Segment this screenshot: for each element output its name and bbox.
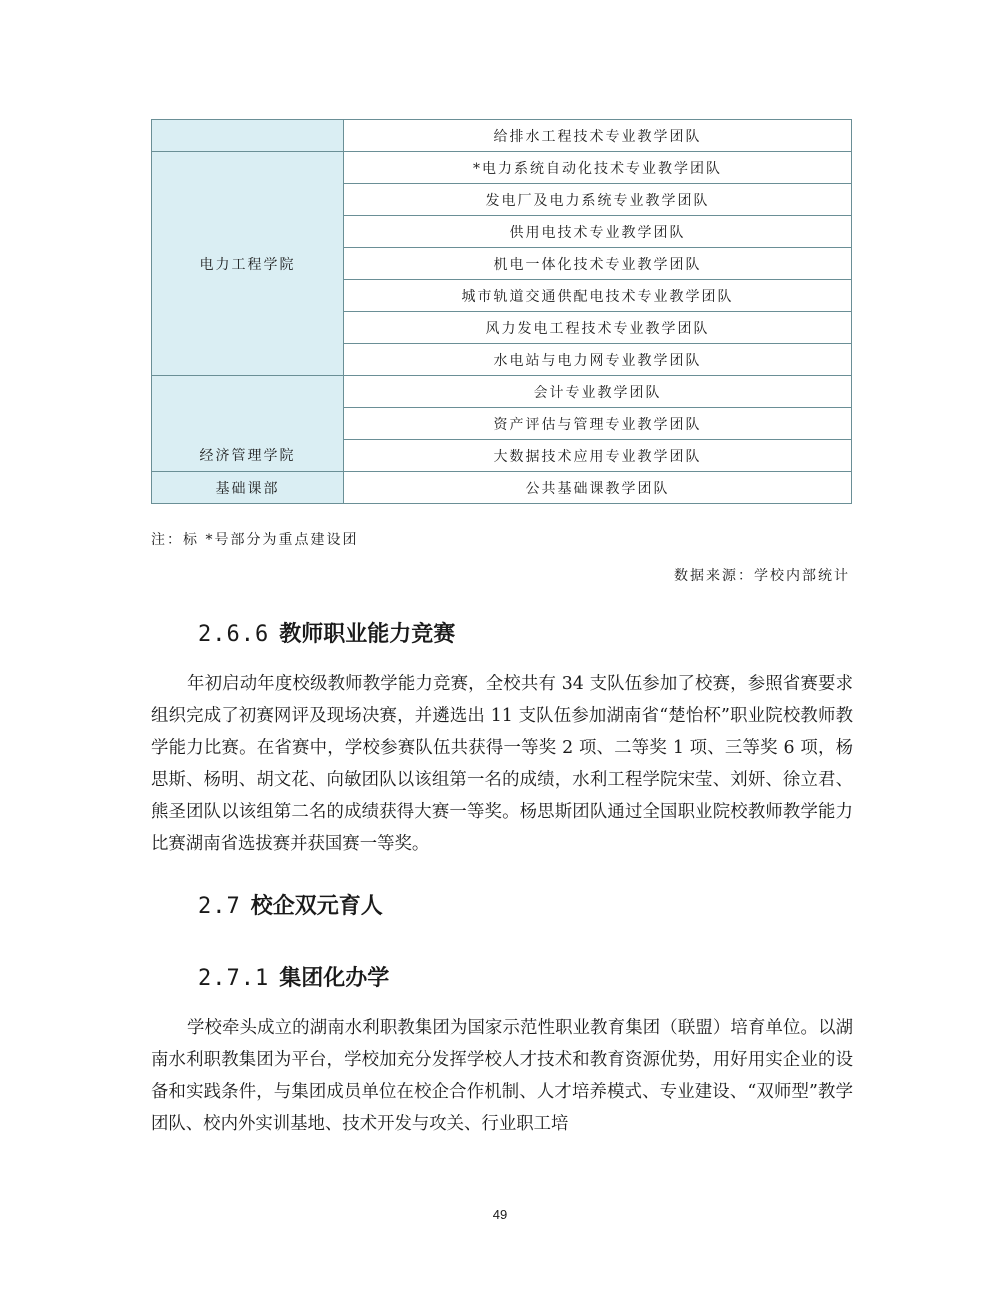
section-heading-2-7: [198, 889, 383, 920]
college-cell: 电力工程学院: [152, 152, 344, 376]
table-row: [152, 472, 852, 504]
section-number: 2.6.6: [198, 622, 270, 647]
team-cell: 机电一体化技术专业教学团队: [344, 248, 852, 280]
team-cell: 城市轨道交通供配电技术专业教学团队: [344, 280, 852, 312]
teaching-team-table: [151, 119, 852, 504]
team-cell: 水电站与电力网专业教学团队: [344, 344, 852, 376]
team-cell: 发电厂及电力系统专业教学团队: [344, 184, 852, 216]
section-number: 2.7.1: [198, 966, 270, 991]
section-title: 校企双元育人: [250, 894, 383, 919]
table-row: [152, 376, 852, 408]
team-cell: 会计专业教学团队: [344, 376, 852, 408]
team-cell: 公共基础课教学团队: [344, 472, 852, 504]
section-heading-2-7-1: [198, 961, 389, 992]
section-number: 2.7: [198, 894, 241, 919]
data-source: 数据来源：学校内部统计: [674, 568, 850, 584]
table-row: [152, 152, 852, 184]
team-cell: 供用电技术专业教学团队: [344, 216, 852, 248]
table-row: [152, 120, 852, 152]
college-cell-empty: [152, 120, 344, 152]
college-cell: 经济管理学院: [152, 376, 344, 472]
team-cell: 大数据技术应用专业教学团队: [344, 440, 852, 472]
section-heading-2-6-6: [198, 617, 455, 648]
team-cell: 资产评估与管理专业教学团队: [344, 408, 852, 440]
paragraph-2-6-6: 年初启动年度校级教师教学能力竞赛，全校共有 34 支队伍参加了校赛，参照省赛要求组织完成了初赛网评及现场决赛，并遴选出 11 支队伍参加湖南省“楚怡杯”职业院校教师教学能力比赛。在省赛中，学校参赛队伍共获得一等奖 2 项、二等奖 1 项、三等奖 6 项，杨思斯、杨明、胡文花、向敏团队以该组第一名的成绩，水利工程学院宋莹、刘妍、徐立君、熊圣团队以该组第二名的成绩获得大赛一等奖。杨思斯团队通过全国职业院校教师教学能力比赛湖南省选拔赛并获国赛一等奖。: [151, 674, 853, 854]
team-cell: 风力发电工程技术专业教学团队: [344, 312, 852, 344]
paragraph-2-7-1: 学校牵头成立的湖南水利职教集团为国家示范性职业教育集团（联盟）培育单位。以湖南水利职教集团为平台，学校加充分发挥学校人才技术和教育资源优势，用好用实企业的设备和实践条件，与集团成员单位在校企合作机制、人才培养模式、专业建设、“双师型”教学团队、校内外实训基地、技术开发与攻关、行业职工培: [151, 1018, 853, 1134]
page-number: 49: [492, 1207, 508, 1222]
table-note: 注：标 *号部分为重点建设团: [151, 532, 359, 548]
team-cell: *电力系统自动化技术专业教学团队: [344, 152, 852, 184]
college-cell: 基础课部: [152, 472, 344, 504]
section-title: 教师职业能力竞赛: [279, 622, 456, 647]
team-cell: 给排水工程技术专业教学团队: [344, 120, 852, 152]
section-title: 集团化办学: [279, 966, 390, 991]
